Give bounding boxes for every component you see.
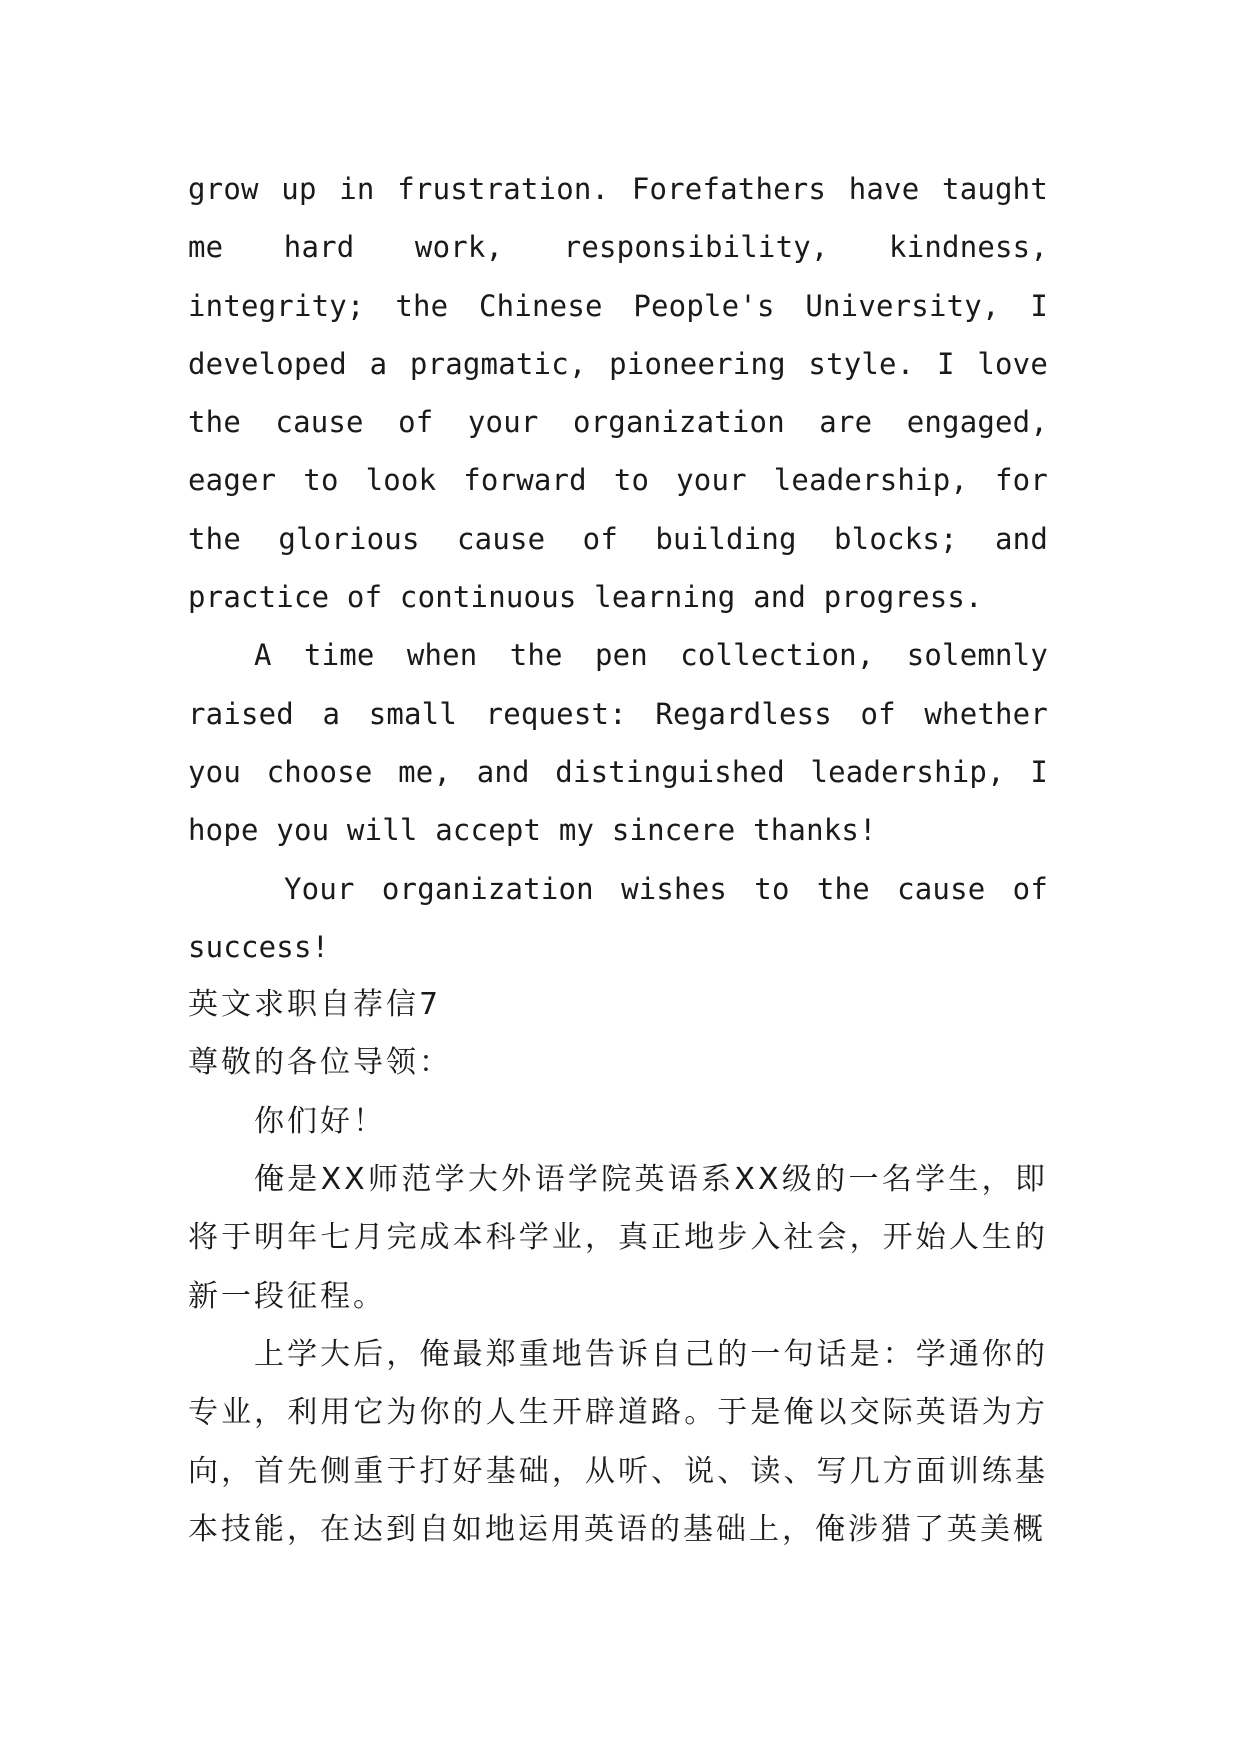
paragraph-chinese-2: 上学大后，俺最郑重地告诉自己的一句话是：学通你的专业，利用它为你的人生开辟道路。于是俺以交际英语为方向，首先侧重于打好基础，从听、说、读、写几方面训练基本技能，在达到自如地运用英语的基础上，俺涉猎了英美概: [188, 1336, 1048, 1547]
greeting: 你们好！: [254, 1103, 386, 1139]
document-body: [188, 160, 1048, 1559]
paragraph-english-1: grow up in frustration. Forefathers have taught me hard work, responsibility, kindness, integrity; the Chinese People's University, I developed a pragmatic, pioneering style. I love the cause of your organization are engaged, eager to look forward to your leadership, for the glorious cause of building blocks; and practice of continuous learning and progress.: [188, 172, 1048, 615]
section-heading: 英文求职自荐信7: [188, 987, 442, 1023]
paragraph-english-2: A time when the pen collection, solemnly raised a small request: Regardless of whether you choose me, and distinguished leadership, I hope you will accept my sincere thanks!: [188, 638, 1048, 848]
paragraph-english-closing: Your organization wishes to the cause of success!: [188, 871, 1048, 964]
paragraph-chinese-1: 俺是XX师范学大外语学院英语系XX级的一名学生，即将于明年七月完成本科学业，真正地步入社会，开始人生的新一段征程。: [188, 1162, 1048, 1314]
salutation: 尊敬的各位导领：: [188, 1045, 452, 1081]
